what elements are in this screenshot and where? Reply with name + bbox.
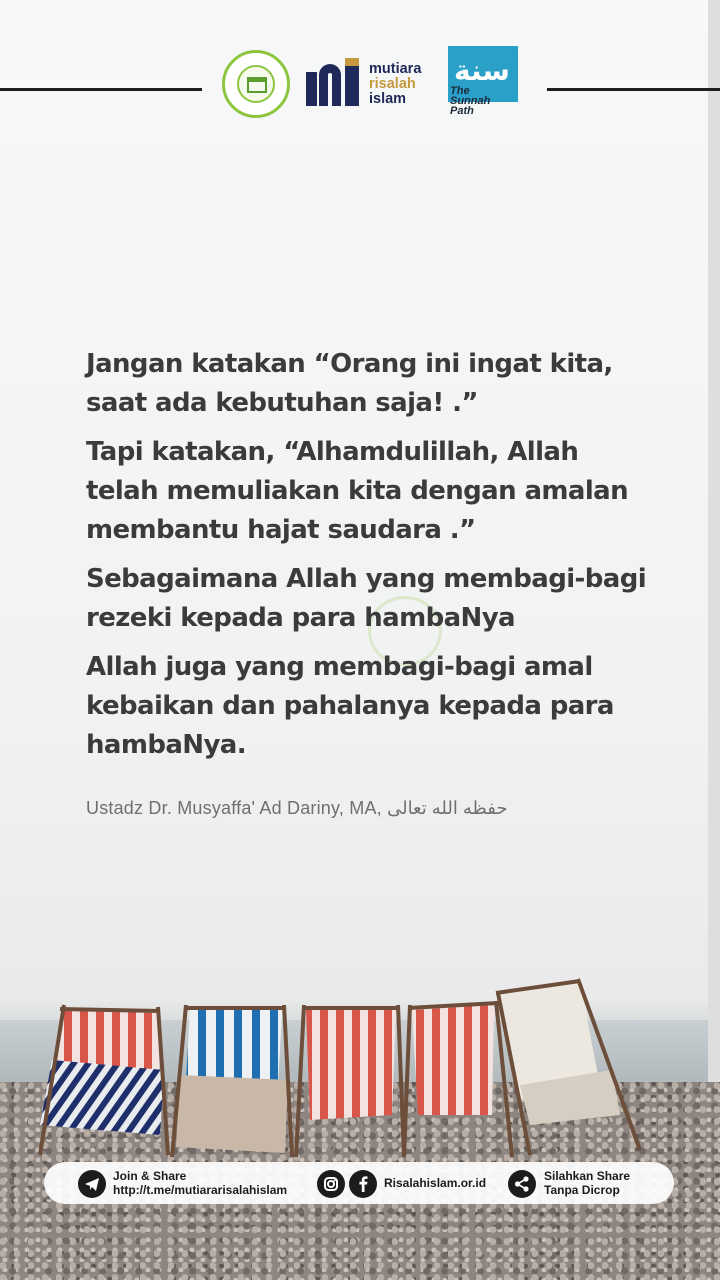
telegram-link[interactable]: [113, 1169, 287, 1197]
header: [0, 44, 720, 124]
share-note-line2: Tanpa Dicrop: [544, 1183, 620, 1197]
telegram-url: http://t.me/mutiararisalahislam: [113, 1183, 288, 1197]
beach-chair-1: [40, 1005, 168, 1155]
logo-text-risalah: risalah: [369, 76, 416, 92]
beach-chair-5: [496, 979, 640, 1155]
logo-text-path: Path: [450, 105, 474, 117]
header-rule-left: [0, 88, 202, 91]
logo-arabic: سنة: [454, 54, 510, 87]
facebook-icon[interactable]: [349, 1170, 377, 1198]
telegram-label: Join & Share: [113, 1169, 187, 1183]
beach-chair-2: [172, 1005, 292, 1157]
logo-text-the: The: [450, 85, 470, 97]
website-link[interactable]: Risalahislam.or.id: [384, 1176, 487, 1190]
telegram-icon[interactable]: [78, 1170, 106, 1198]
book-icon: [247, 77, 267, 93]
logo-text-sunnah: Sunnah: [450, 95, 491, 107]
logo-text-islam: islam: [369, 91, 407, 107]
quote-paragraph-2: Tapi katakan, “Alhamdulillah, Allah telah memuliakan kita dengan amalan membantu hajat saudara .”: [86, 437, 629, 545]
header-rule-right: [547, 88, 720, 91]
quote-block: [86, 345, 646, 775]
quote-paragraph-4: Allah juga yang membagi-bagi amal kebaikan dan pahalanya kepada para hambaNya.: [86, 652, 614, 760]
yayasan-risalah-islam-logo: [222, 50, 290, 118]
instagram-icon[interactable]: [317, 1170, 345, 1198]
logo-text-mutiara: mutiara: [369, 61, 422, 77]
mri-mark: [306, 64, 362, 106]
beach-chair-4: [404, 1001, 512, 1157]
footer-bar: [44, 1162, 674, 1204]
beach-chairs-illustration: [0, 975, 708, 1165]
share-note: [544, 1169, 630, 1197]
the-sunnah-path-logo: [448, 46, 520, 120]
quote-paragraph-3: Sebagaimana Allah yang membagi-bagi rezeki kepada para hambaNya: [86, 564, 647, 633]
share-icon[interactable]: [508, 1170, 536, 1198]
quote-author: Ustadz Dr. Musyaffa' Ad Dariny, MA, حفظه الله تعالى: [86, 798, 508, 818]
beach-chair-3: [296, 1005, 404, 1157]
mutiara-risalah-islam-logo: [306, 60, 446, 110]
share-note-line1: Silahkan Share: [544, 1169, 631, 1183]
quote-paragraph-1: Jangan katakan “Orang ini ingat kita, saat ada kebutuhan saja! .”: [86, 349, 613, 418]
